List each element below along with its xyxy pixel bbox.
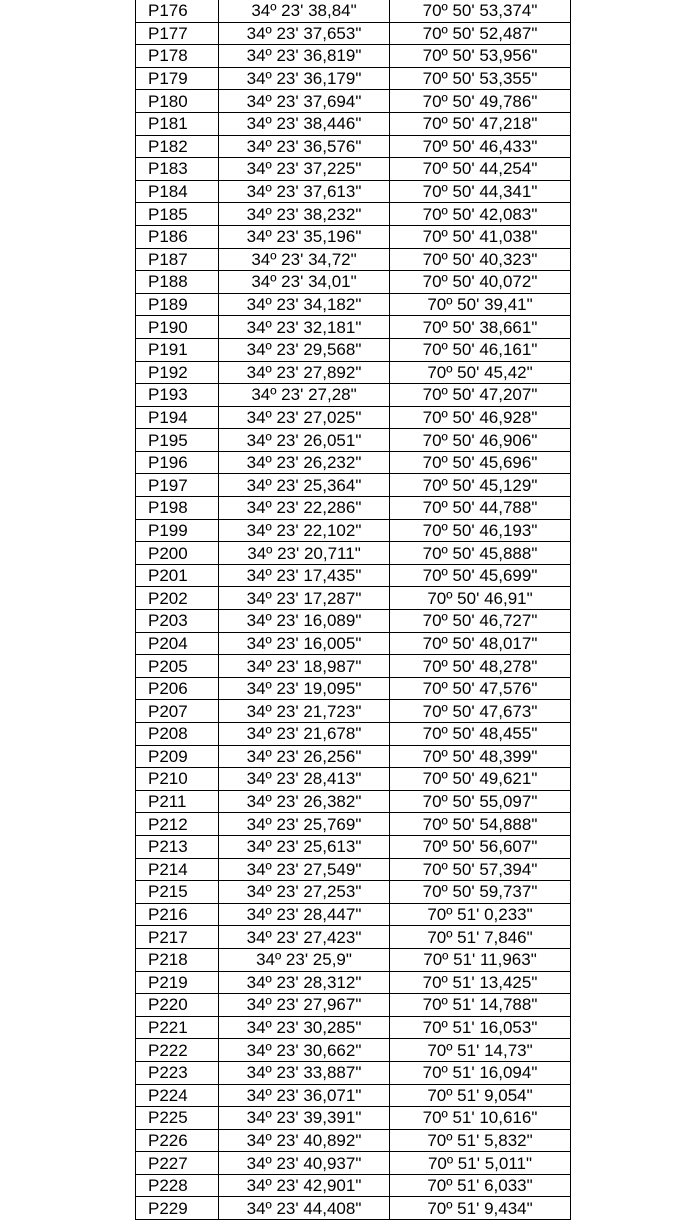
point-id-cell: P218	[136, 948, 219, 971]
table-row	[136, 271, 571, 294]
point-id-cell: P229	[136, 1197, 219, 1220]
latitude-cell: 34º 23' 22,102"	[219, 519, 390, 542]
point-id-cell: P177	[136, 22, 219, 45]
latitude-cell: 34º 23' 28,447"	[219, 903, 390, 926]
point-id-cell: P206	[136, 677, 219, 700]
table-row	[136, 790, 571, 813]
latitude-cell: 34º 23' 39,391"	[219, 1107, 390, 1130]
point-id-cell: P203	[136, 610, 219, 633]
longitude-cell: 70º 50' 48,017"	[390, 632, 571, 655]
longitude-cell: 70º 50' 40,072"	[390, 271, 571, 294]
point-id-cell: P219	[136, 971, 219, 994]
longitude-cell: 70º 50' 48,455"	[390, 723, 571, 746]
point-id-cell: P192	[136, 361, 219, 384]
longitude-cell: 70º 50' 45,699"	[390, 564, 571, 587]
table-row	[136, 1174, 571, 1197]
latitude-cell: 34º 23' 28,413"	[219, 768, 390, 791]
longitude-cell: 70º 50' 59,737"	[390, 881, 571, 904]
latitude-cell: 34º 23' 34,01"	[219, 271, 390, 294]
point-id-cell: P216	[136, 903, 219, 926]
table-row	[136, 316, 571, 339]
latitude-cell: 34º 23' 36,576"	[219, 135, 390, 158]
table-row	[136, 497, 571, 520]
longitude-cell: 70º 50' 55,097"	[390, 790, 571, 813]
table-row	[136, 22, 571, 45]
table-row	[136, 135, 571, 158]
latitude-cell: 34º 23' 40,892"	[219, 1129, 390, 1152]
latitude-cell: 34º 23' 34,72"	[219, 248, 390, 271]
latitude-cell: 34º 23' 37,694"	[219, 90, 390, 113]
point-id-cell: P193	[136, 384, 219, 407]
latitude-cell: 34º 23' 27,423"	[219, 926, 390, 949]
table-row	[136, 723, 571, 746]
table-row	[136, 768, 571, 791]
table-row	[136, 248, 571, 271]
table-row	[136, 1084, 571, 1107]
longitude-cell: 70º 50' 49,621"	[390, 768, 571, 791]
table-row	[136, 451, 571, 474]
latitude-cell: 34º 23' 19,095"	[219, 677, 390, 700]
longitude-cell: 70º 50' 46,193"	[390, 519, 571, 542]
table-row	[136, 655, 571, 678]
table-row	[136, 45, 571, 68]
longitude-cell: 70º 51' 5,011"	[390, 1152, 571, 1175]
longitude-cell: 70º 50' 46,433"	[390, 135, 571, 158]
latitude-cell: 34º 23' 28,312"	[219, 971, 390, 994]
point-id-cell: P184	[136, 180, 219, 203]
table-row	[136, 361, 571, 384]
latitude-cell: 34º 23' 20,711"	[219, 542, 390, 565]
coordinates-table	[135, 0, 571, 1220]
point-id-cell: P215	[136, 881, 219, 904]
table-row	[136, 1061, 571, 1084]
latitude-cell: 34º 23' 21,678"	[219, 723, 390, 746]
latitude-cell: 34º 23' 32,181"	[219, 316, 390, 339]
longitude-cell: 70º 51' 5,832"	[390, 1129, 571, 1152]
table-row	[136, 926, 571, 949]
latitude-cell: 34º 23' 27,892"	[219, 361, 390, 384]
point-id-cell: P227	[136, 1152, 219, 1175]
latitude-cell: 34º 23' 37,613"	[219, 180, 390, 203]
latitude-cell: 34º 23' 25,769"	[219, 813, 390, 836]
longitude-cell: 70º 51' 0,233"	[390, 903, 571, 926]
point-id-cell: P181	[136, 112, 219, 135]
latitude-cell: 34º 23' 38,232"	[219, 203, 390, 226]
longitude-cell: 70º 51' 13,425"	[390, 971, 571, 994]
longitude-cell: 70º 51' 14,73"	[390, 1039, 571, 1062]
point-id-cell: P186	[136, 225, 219, 248]
latitude-cell: 34º 23' 17,435"	[219, 564, 390, 587]
point-id-cell: P205	[136, 655, 219, 678]
latitude-cell: 34º 23' 33,887"	[219, 1061, 390, 1084]
table-row	[136, 225, 571, 248]
longitude-cell: 70º 50' 56,607"	[390, 835, 571, 858]
table-row	[136, 1039, 571, 1062]
point-id-cell: P190	[136, 316, 219, 339]
point-id-cell: P221	[136, 1016, 219, 1039]
point-id-cell: P201	[136, 564, 219, 587]
point-id-cell: P196	[136, 451, 219, 474]
longitude-cell: 70º 50' 44,254"	[390, 158, 571, 181]
table-row	[136, 1197, 571, 1220]
longitude-cell: 70º 50' 41,038"	[390, 225, 571, 248]
longitude-cell: 70º 50' 49,786"	[390, 90, 571, 113]
table-row	[136, 542, 571, 565]
longitude-cell: 70º 50' 45,696"	[390, 451, 571, 474]
latitude-cell: 34º 23' 16,089"	[219, 610, 390, 633]
point-id-cell: P220	[136, 994, 219, 1017]
latitude-cell: 34º 23' 38,84"	[219, 0, 390, 22]
point-id-cell: P179	[136, 67, 219, 90]
table-row	[136, 903, 571, 926]
latitude-cell: 34º 23' 16,005"	[219, 632, 390, 655]
longitude-cell: 70º 50' 46,727"	[390, 610, 571, 633]
table-row	[136, 610, 571, 633]
point-id-cell: P189	[136, 293, 219, 316]
longitude-cell: 70º 51' 7,846"	[390, 926, 571, 949]
latitude-cell: 34º 23' 26,051"	[219, 429, 390, 452]
table-row	[136, 587, 571, 610]
table-row	[136, 632, 571, 655]
latitude-cell: 34º 23' 27,549"	[219, 858, 390, 881]
point-id-cell: P178	[136, 45, 219, 68]
table-row	[136, 519, 571, 542]
point-id-cell: P210	[136, 768, 219, 791]
latitude-cell: 34º 23' 27,025"	[219, 406, 390, 429]
point-id-cell: P224	[136, 1084, 219, 1107]
latitude-cell: 34º 23' 25,9"	[219, 948, 390, 971]
longitude-cell: 70º 50' 46,161"	[390, 338, 571, 361]
table-row	[136, 813, 571, 836]
table-row	[136, 1152, 571, 1175]
longitude-cell: 70º 50' 53,355"	[390, 67, 571, 90]
longitude-cell: 70º 50' 45,42"	[390, 361, 571, 384]
longitude-cell: 70º 50' 44,788"	[390, 497, 571, 520]
table-row	[136, 745, 571, 768]
table-row	[136, 474, 571, 497]
table-row	[136, 1107, 571, 1130]
longitude-cell: 70º 51' 9,054"	[390, 1084, 571, 1107]
longitude-cell: 70º 50' 46,906"	[390, 429, 571, 452]
longitude-cell: 70º 51' 16,053"	[390, 1016, 571, 1039]
longitude-cell: 70º 50' 42,083"	[390, 203, 571, 226]
point-id-cell: P185	[136, 203, 219, 226]
longitude-cell: 70º 50' 52,487"	[390, 22, 571, 45]
point-id-cell: P209	[136, 745, 219, 768]
latitude-cell: 34º 23' 27,28"	[219, 384, 390, 407]
table-row	[136, 948, 571, 971]
table-row	[136, 384, 571, 407]
latitude-cell: 34º 23' 35,196"	[219, 225, 390, 248]
latitude-cell: 34º 23' 26,232"	[219, 451, 390, 474]
longitude-cell: 70º 51' 6,033"	[390, 1174, 571, 1197]
point-id-cell: P199	[136, 519, 219, 542]
longitude-cell: 70º 50' 46,91"	[390, 587, 571, 610]
latitude-cell: 34º 23' 34,182"	[219, 293, 390, 316]
point-id-cell: P195	[136, 429, 219, 452]
latitude-cell: 34º 23' 27,967"	[219, 994, 390, 1017]
point-id-cell: P207	[136, 700, 219, 723]
longitude-cell: 70º 50' 44,341"	[390, 180, 571, 203]
point-id-cell: P182	[136, 135, 219, 158]
latitude-cell: 34º 23' 30,662"	[219, 1039, 390, 1062]
latitude-cell: 34º 23' 37,225"	[219, 158, 390, 181]
longitude-cell: 70º 51' 16,094"	[390, 1061, 571, 1084]
longitude-cell: 70º 51' 9,434"	[390, 1197, 571, 1220]
point-id-cell: P191	[136, 338, 219, 361]
point-id-cell: P211	[136, 790, 219, 813]
table-row	[136, 700, 571, 723]
point-id-cell: P187	[136, 248, 219, 271]
latitude-cell: 34º 23' 36,819"	[219, 45, 390, 68]
latitude-cell: 34º 23' 36,179"	[219, 67, 390, 90]
longitude-cell: 70º 50' 38,661"	[390, 316, 571, 339]
point-id-cell: P228	[136, 1174, 219, 1197]
longitude-cell: 70º 50' 45,129"	[390, 474, 571, 497]
point-id-cell: P188	[136, 271, 219, 294]
table-row	[136, 429, 571, 452]
latitude-cell: 34º 23' 26,256"	[219, 745, 390, 768]
point-id-cell: P202	[136, 587, 219, 610]
table-row	[136, 677, 571, 700]
longitude-cell: 70º 51' 14,788"	[390, 994, 571, 1017]
latitude-cell: 34º 23' 40,937"	[219, 1152, 390, 1175]
longitude-cell: 70º 50' 39,41"	[390, 293, 571, 316]
table-row	[136, 67, 571, 90]
table-row	[136, 406, 571, 429]
latitude-cell: 34º 23' 25,613"	[219, 835, 390, 858]
longitude-cell: 70º 50' 46,928"	[390, 406, 571, 429]
table-row	[136, 564, 571, 587]
point-id-cell: P213	[136, 835, 219, 858]
point-id-cell: P200	[136, 542, 219, 565]
point-id-cell: P226	[136, 1129, 219, 1152]
table-row	[136, 1016, 571, 1039]
longitude-cell: 70º 50' 45,888"	[390, 542, 571, 565]
latitude-cell: 34º 23' 37,653"	[219, 22, 390, 45]
longitude-cell: 70º 50' 48,278"	[390, 655, 571, 678]
table-row	[136, 994, 571, 1017]
latitude-cell: 34º 23' 22,286"	[219, 497, 390, 520]
latitude-cell: 34º 23' 21,723"	[219, 700, 390, 723]
longitude-cell: 70º 50' 57,394"	[390, 858, 571, 881]
longitude-cell: 70º 50' 47,576"	[390, 677, 571, 700]
point-id-cell: P223	[136, 1061, 219, 1084]
latitude-cell: 34º 23' 17,287"	[219, 587, 390, 610]
table-row	[136, 1129, 571, 1152]
point-id-cell: P176	[136, 0, 219, 22]
longitude-cell: 70º 50' 47,207"	[390, 384, 571, 407]
table-row	[136, 971, 571, 994]
point-id-cell: P217	[136, 926, 219, 949]
point-id-cell: P198	[136, 497, 219, 520]
table-row	[136, 112, 571, 135]
table-row	[136, 180, 571, 203]
table-row	[136, 881, 571, 904]
point-id-cell: P180	[136, 90, 219, 113]
longitude-cell: 70º 50' 47,218"	[390, 112, 571, 135]
point-id-cell: P208	[136, 723, 219, 746]
latitude-cell: 34º 23' 26,382"	[219, 790, 390, 813]
point-id-cell: P197	[136, 474, 219, 497]
latitude-cell: 34º 23' 27,253"	[219, 881, 390, 904]
point-id-cell: P212	[136, 813, 219, 836]
latitude-cell: 34º 23' 38,446"	[219, 112, 390, 135]
table-row	[136, 158, 571, 181]
coordinates-table-body	[136, 0, 571, 1220]
point-id-cell: P214	[136, 858, 219, 881]
point-id-cell: P183	[136, 158, 219, 181]
latitude-cell: 34º 23' 18,987"	[219, 655, 390, 678]
table-row	[136, 858, 571, 881]
longitude-cell: 70º 51' 11,963"	[390, 948, 571, 971]
latitude-cell: 34º 23' 25,364"	[219, 474, 390, 497]
longitude-cell: 70º 50' 53,956"	[390, 45, 571, 68]
latitude-cell: 34º 23' 42,901"	[219, 1174, 390, 1197]
longitude-cell: 70º 50' 53,374"	[390, 0, 571, 22]
latitude-cell: 34º 23' 44,408"	[219, 1197, 390, 1220]
longitude-cell: 70º 50' 47,673"	[390, 700, 571, 723]
table-row	[136, 0, 571, 22]
table-row	[136, 203, 571, 226]
point-id-cell: P225	[136, 1107, 219, 1130]
table-row	[136, 338, 571, 361]
latitude-cell: 34º 23' 29,568"	[219, 338, 390, 361]
longitude-cell: 70º 50' 40,323"	[390, 248, 571, 271]
latitude-cell: 34º 23' 36,071"	[219, 1084, 390, 1107]
table-row	[136, 835, 571, 858]
longitude-cell: 70º 51' 10,616"	[390, 1107, 571, 1130]
point-id-cell: P194	[136, 406, 219, 429]
point-id-cell: P204	[136, 632, 219, 655]
table-row	[136, 90, 571, 113]
latitude-cell: 34º 23' 30,285"	[219, 1016, 390, 1039]
longitude-cell: 70º 50' 48,399"	[390, 745, 571, 768]
longitude-cell: 70º 50' 54,888"	[390, 813, 571, 836]
point-id-cell: P222	[136, 1039, 219, 1062]
table-row	[136, 293, 571, 316]
